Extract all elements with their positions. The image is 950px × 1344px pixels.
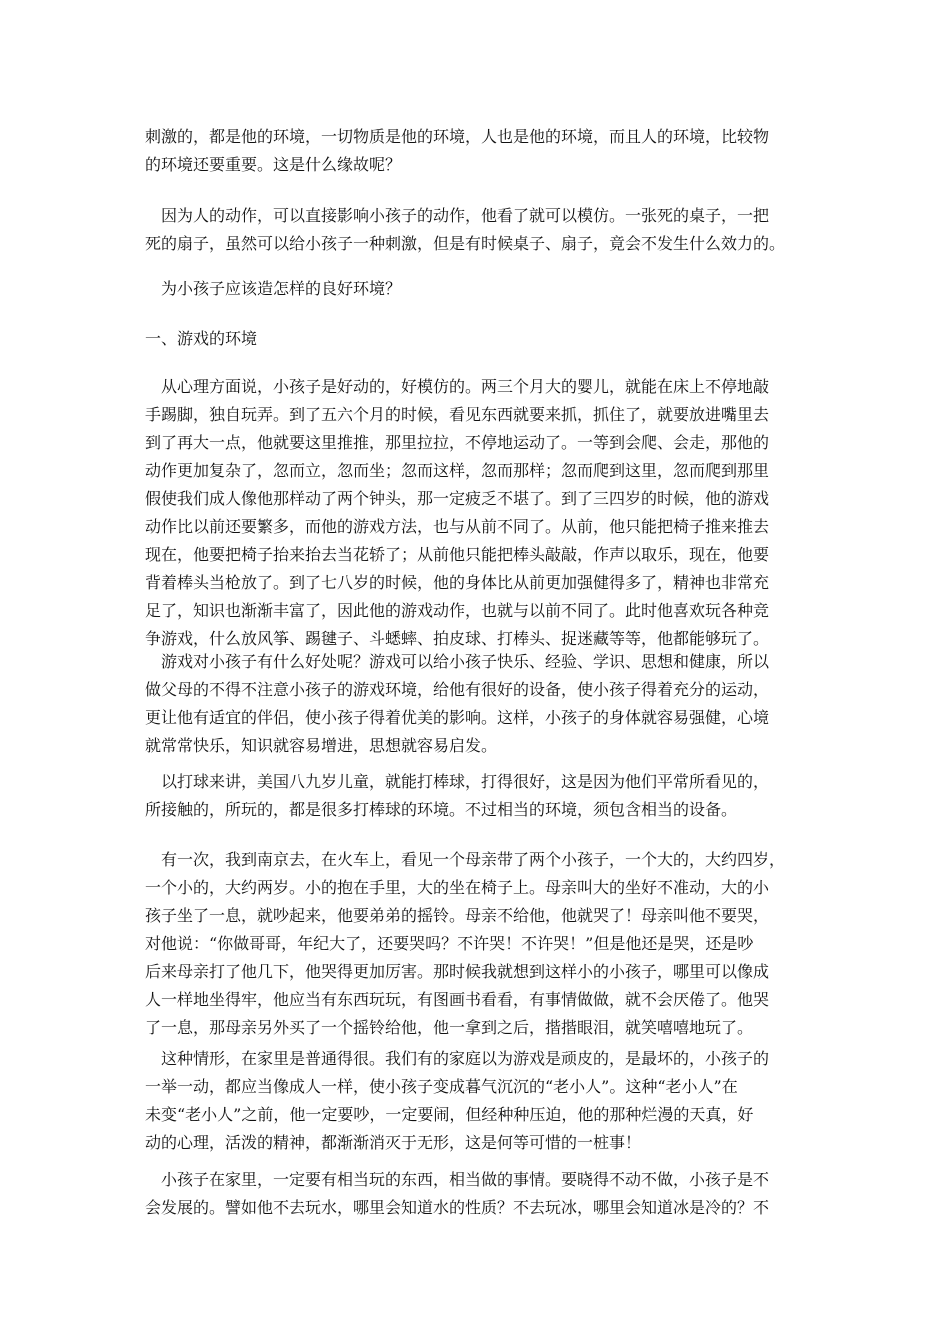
section-heading: 一、游戏的环境 (145, 329, 258, 348)
text-line: 孩子坐了一息，就吵起来，他要弟弟的摇铃。母亲不给他，他就哭了！母亲叫他不要哭， (145, 906, 770, 925)
text-line: 就常常快乐，知识就容易增进，思想就容易启发。 (145, 736, 498, 755)
text-line: 一个小的，大约两岁。小的抱在手里，大的坐在椅子上。母亲叫大的坐好不准动，大的小 (145, 878, 770, 897)
paragraph-question (145, 275, 810, 303)
text-line: 有一次，我到南京去，在火车上，看见一个母亲带了两个小孩子，一个大的，大约四岁， (145, 850, 786, 869)
text-line: 以打球来讲，美国八九岁儿童，就能打棒球，打得很好，这是因为他们平常所看见的， (145, 772, 770, 791)
text-line: 从心理方面说，小孩子是好动的，好模仿的。两三个月大的婴儿，就能在床上不停地敲 (145, 377, 770, 396)
section-heading-play-environment (145, 325, 810, 353)
text-line: 到了再大一点，他就要这里推推，那里拉拉，不停地运动了。一等到会爬、会走，那他的 (145, 433, 770, 452)
text-line: 为小孩子应该造怎样的良好环境？ (145, 279, 402, 298)
text-line: 小孩子在家里，一定要有相当玩的东西，相当做的事情。要晓得不动不做，小孩子是不 (145, 1170, 770, 1189)
paragraph-train-story (145, 846, 810, 1042)
text-line: 手踢脚，独自玩弄。到了五六个月的时候，看见东西就要来抓，抓住了，就要放进嘴里去 (145, 405, 770, 424)
text-line: 这种情形，在家里是普通得很。我们有的家庭以为游戏是顽皮的，是最坏的，小孩子的 (145, 1049, 770, 1068)
text-line: 背着棒头当枪放了。到了七八岁的时候，他的身体比从前更加强健得多了，精神也非常充 (145, 573, 770, 592)
text-line: 对他说：“你做哥哥，年纪大了，还要哭吗？不许哭！不许哭！”但是他还是哭，还是吵 (145, 934, 754, 953)
text-line: 动作比以前还要繁多，而他的游戏方法，也与从前不同了。从前，他只能把椅子推来推去 (145, 517, 770, 536)
text-line: 死的扇子，虽然可以给小孩子一种刺激，但是有时候桌子、扇子，竟会不发生什么效力的。 (145, 234, 786, 253)
paragraph-play-benefits (145, 648, 810, 760)
text-line: 游戏对小孩子有什么好处呢？游戏可以给小孩子快乐、经验、学识、思想和健康，所以 (145, 652, 770, 671)
text-line: 足了，知识也渐渐丰富了，因此他的游戏动作，也就与以前不同了。此时他喜欢玩各种竞 (145, 601, 770, 620)
text-line: 动的心理，活泼的精神，都渐渐消灭于无形，这是何等可惜的一桩事！ (145, 1133, 642, 1152)
text-line: 一举一动，都应当像成人一样，使小孩子变成暮气沉沉的“老小人”。这种“老小人”在 (145, 1077, 738, 1096)
text-line: 更让他有适宜的伴侣，使小孩子得着优美的影响。这样，小孩子的身体就容易强健，心境 (145, 708, 770, 727)
text-line: 未变“老小人”之前，他一定要吵，一定要闹，但经种种压迫，他的那种烂漫的天真，好 (145, 1105, 754, 1124)
text-line: 所接触的，所玩的，都是很多打棒球的环境。不过相当的环境，须包含相当的设备。 (145, 800, 738, 819)
paragraph-environment-importance (145, 123, 810, 179)
paragraph-things-to-do (145, 1166, 810, 1222)
text-line: 了一息，那母亲另外买了一个摇铃给他，他一拿到之后，揩揩眼泪，就笑嘻嘻地玩了。 (145, 1018, 754, 1037)
text-line: 人一样地坐得牢，他应当有东西玩玩，有图画书看看，有事情做做，就不会厌倦了。他哭 (145, 990, 770, 1009)
paragraph-human-actions (145, 202, 810, 258)
text-line: 后来母亲打了他几下，他哭得更加厉害。那时候我就想到这样小的小孩子，哪里可以像成 (145, 962, 770, 981)
paragraph-baseball-example (145, 768, 810, 824)
text-line: 做父母的不得不注意小孩子的游戏环境，给他有很好的设备，使小孩子得着充分的运动， (145, 680, 770, 699)
paragraph-psychology (145, 373, 810, 653)
text-line: 动作更加复杂了，忽而立，忽而坐；忽而这样，忽而那样；忽而爬到这里，忽而爬到那里 (145, 461, 770, 480)
text-line: 刺激的，都是他的环境，一切物质是他的环境，人也是他的环境，而且人的环境，比较物 (145, 127, 770, 146)
text-line: 争游戏，什么放风筝、踢毽子、斗蟋蟀、拍皮球、打棒头、捉迷藏等等，他都能够玩了。 (145, 629, 770, 648)
text-line: 假使我们成人像他那样动了两个钟头，那一定疲乏不堪了。到了三四岁的时候，他的游戏 (145, 489, 770, 508)
paragraph-home-situation (145, 1045, 810, 1157)
text-line: 的环境还要重要。这是什么缘故呢？ (145, 155, 402, 174)
text-line: 会发展的。譬如他不去玩水，哪里会知道水的性质？不去玩冰，哪里会知道冰是冷的？不 (145, 1198, 770, 1217)
text-line: 现在，他要把椅子抬来抬去当花轿了；从前他只能把棒头敲敲，作声以取乐，现在，他要 (145, 545, 770, 564)
text-line: 因为人的动作，可以直接影响小孩子的动作，他看了就可以模仿。一张死的桌子，一把 (145, 206, 770, 225)
